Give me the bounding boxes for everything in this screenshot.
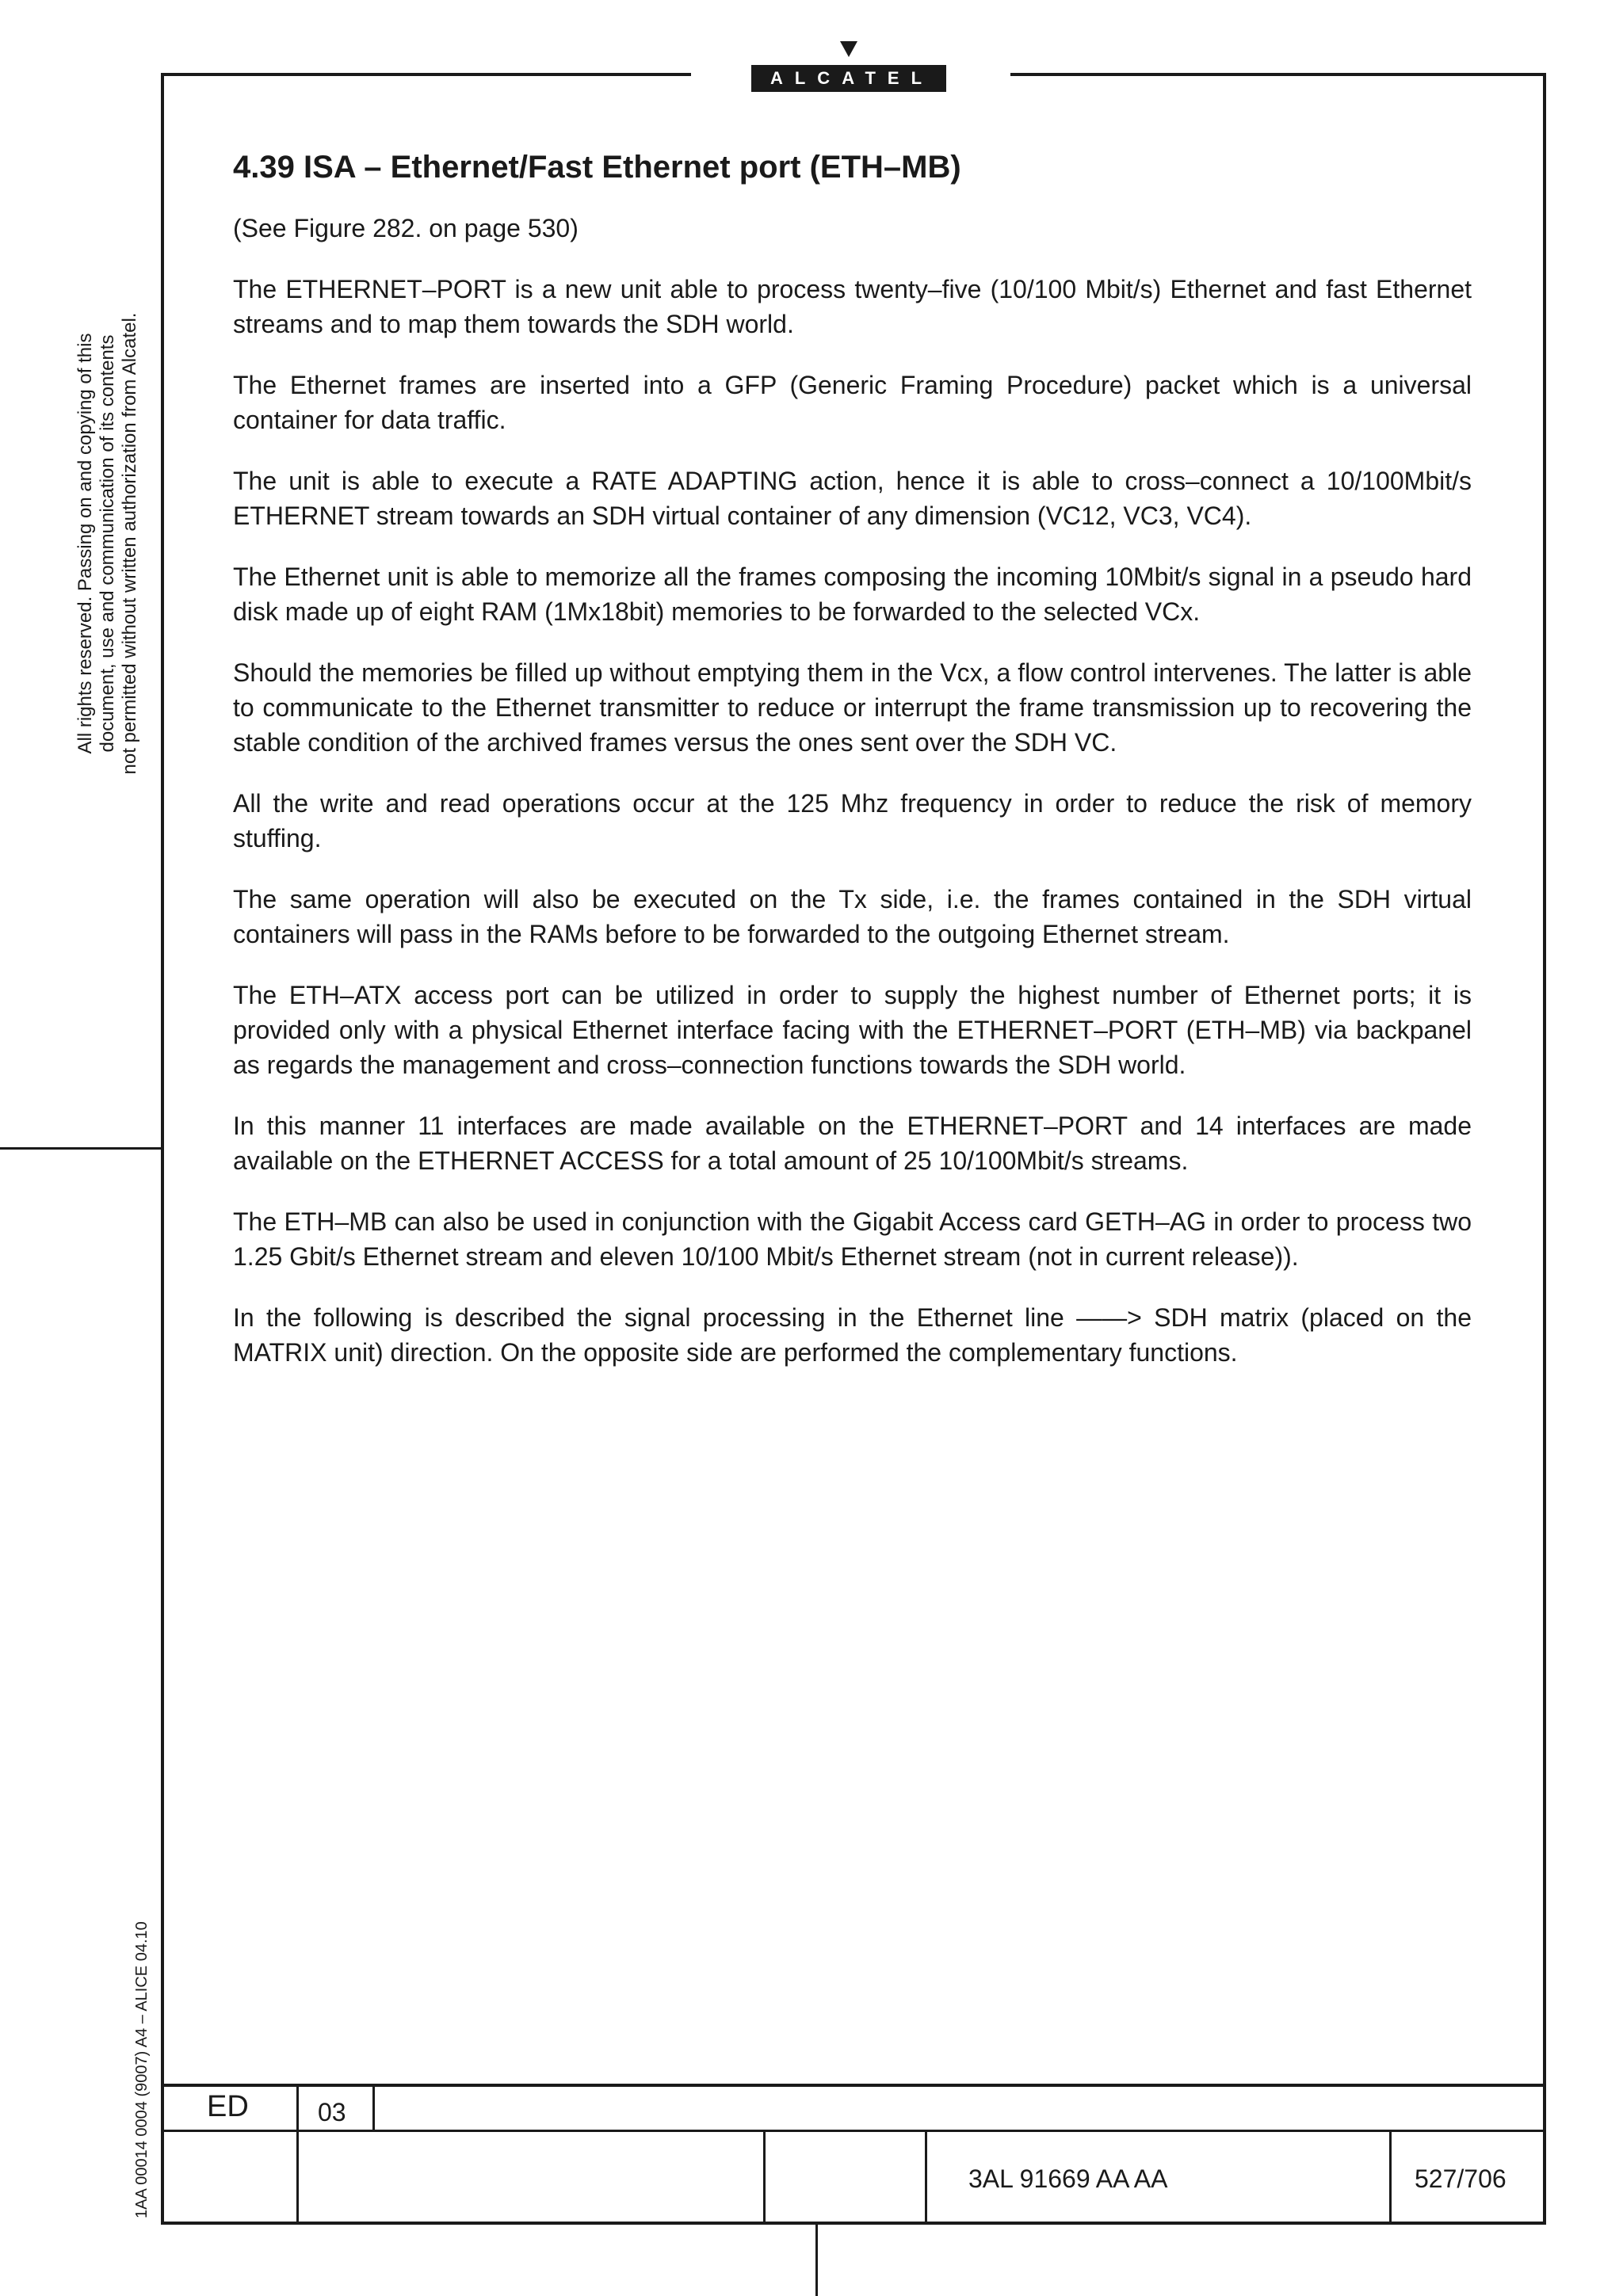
body-paragraph: In this manner 11 interfaces are made available on the ETHERNET–PORT and 14 interfaces are made available on the ETHERNET ACCESS for a total amount of 25 10/100Mbit/s streams.: [233, 1112, 1472, 1175]
edition-label: ED: [207, 2090, 249, 2123]
copyright-line: document, use and communication of its contents: [97, 334, 118, 753]
frame-right-border: [1543, 73, 1546, 2225]
footer-column-divider: [925, 2130, 927, 2223]
footer-column-divider: [296, 2087, 299, 2223]
body-paragraph: The ETH–ATX access port can be utilized in order to supply the highest number of Ethernet ports; it is provided only with a physical Ethernet interface facing with the ETHERNET–PORT (ETH–MB) via backpanel as regards the management and cross–connection functions towards the SDH world.: [233, 981, 1472, 1079]
body-paragraph: In the following is described the signal processing in the Ethernet line ——> SDH matrix (placed on the MATRIX unit) direction. On the opposite side are performed the complementary functions.: [233, 1303, 1472, 1367]
body-paragraph: The ETH–MB can also be used in conjunction with the Gigabit Access card GETH–AG in order to process two 1.25 Gbit/s Ethernet stream and eleven 10/100 Mbit/s Ethernet stream (not in current release)).: [233, 1207, 1472, 1271]
copyright-line: All rights reserved. Passing on and copying of this: [74, 333, 96, 754]
body-paragraph: The ETHERNET–PORT is a new unit able to process twenty–five (10/100 Mbit/s) Ethernet and fast Ethernet streams and to map them towards the SDH world.: [233, 275, 1472, 338]
footer-table: [162, 2084, 1545, 2223]
footer-column-divider: [372, 2087, 375, 2130]
page-content: [233, 147, 1472, 1396]
body-paragraph: The unit is able to execute a RATE ADAPTING action, hence it is able to cross–connect a 10/100Mbit/s ETHERNET stream towards an SDH virtual container of any dimension (VC12, VC3, VC4).: [233, 467, 1472, 530]
edition-number: 03: [318, 2098, 346, 2126]
section-title: 4.39 ISA – Ethernet/Fast Ethernet port (ETH–MB): [233, 150, 961, 185]
footer-column-divider: [1389, 2130, 1392, 2223]
body-paragraph: The same operation will also be executed on the Tx side, i.e. the frames contained in the SDH virtual containers will pass in the RAMs before to be forwarded to the outgoing Ethernet stream.: [233, 885, 1472, 948]
body-paragraph: Should the memories be filled up without emptying them in the Vcx, a flow control intervenes. The latter is able to communicate to the Ethernet transmitter to reduce or interrupt the frame transmission up to recovering the stable condition of the archived frames versus the ones sent over the SDH VC.: [233, 658, 1472, 757]
form-reference: 1AA 00014 0004 (9007) A4 – ALICE 04.10: [133, 1921, 151, 2218]
frame-top-right-border: [1010, 73, 1546, 76]
page-number: 527/706: [1415, 2164, 1507, 2193]
frame-top-left-border: [161, 73, 691, 76]
company-logo: ALCATEL: [751, 65, 946, 92]
body-paragraph: The Ethernet unit is able to memorize all the frames composing the incoming 10Mbit/s signal in a pseudo hard disk made up of eight RAM (1Mx18bit) memories to be forwarded to the selected VCx.: [233, 563, 1472, 626]
bottom-stub-line: [815, 2225, 818, 2296]
copyright-notice: [74, 266, 141, 821]
figure-reference: (See Figure 282. on page 530): [233, 214, 579, 242]
body-paragraph: All the write and read operations occur at the 125 Mhz frequency in order to reduce the risk of memory stuffing.: [233, 789, 1472, 852]
frame-left-border: [161, 73, 164, 2225]
body-paragraph: The Ethernet frames are inserted into a GFP (Generic Framing Procedure) packet which is a universal container for data traffic.: [233, 371, 1472, 434]
copyright-line: not permitted without written authorization from Alcatel.: [119, 312, 140, 775]
margin-divider: [0, 1147, 161, 1150]
footer-row-divider: [162, 2130, 1545, 2132]
footer-column-divider: [763, 2130, 766, 2223]
document-code: 3AL 91669 AA AA: [968, 2164, 1168, 2193]
logo-triangle-icon: [840, 41, 857, 57]
